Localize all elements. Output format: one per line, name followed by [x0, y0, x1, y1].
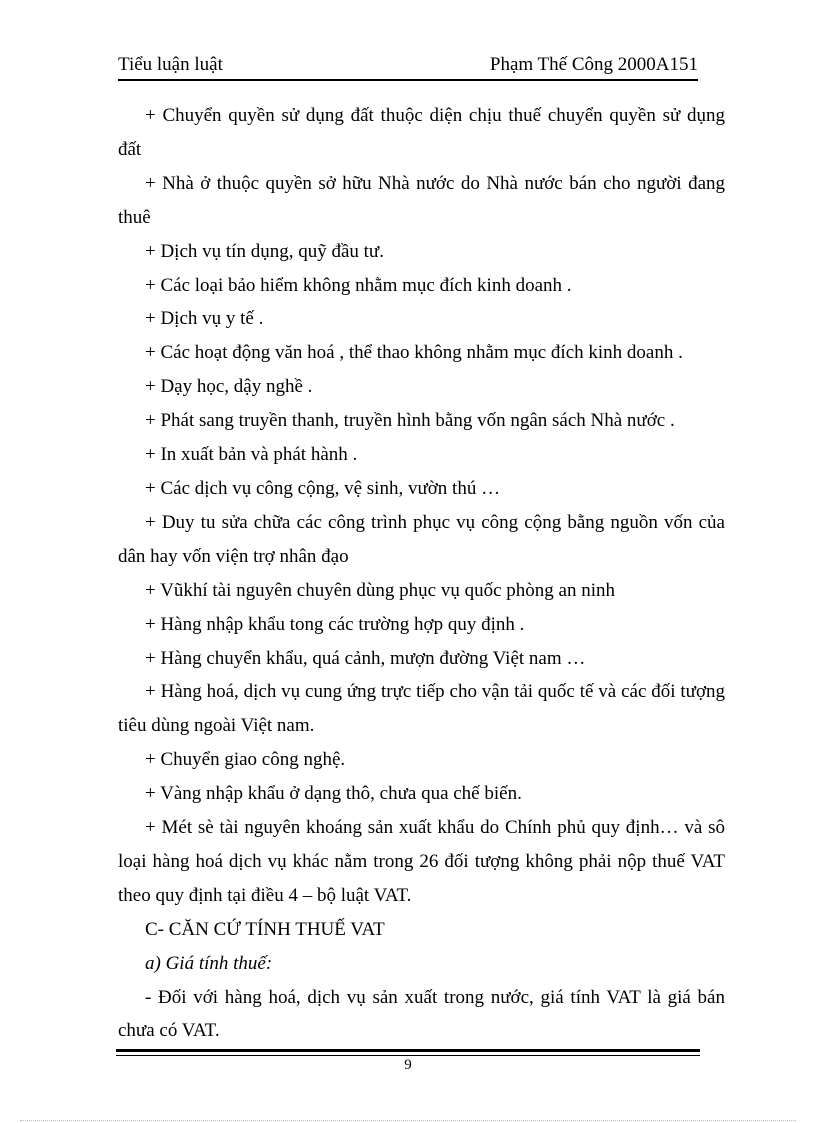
- paragraph: + Chuyển giao công nghệ.: [145, 749, 346, 771]
- paragraph: + Vũkhí tài nguyên chuyên dùng phục vụ quốc phòng an ninh: [145, 579, 615, 601]
- document-body: [118, 99, 725, 1048]
- paragraph: + Nhà ở thuộc quyền sở hữu Nhà nước do Nhà nước bán cho người đang thuê: [118, 172, 725, 228]
- paragraph: + Dạy học, dậy nghề .: [145, 376, 313, 398]
- page-header: [118, 50, 698, 78]
- paragraph: + Hàng nhập khẩu tong các trường hợp quy định .: [145, 613, 525, 635]
- header-divider: [118, 79, 698, 81]
- paragraph: + Mét sè tài nguyên khoáng sản xuất khẩu do Chính phủ quy định… và sô loại hàng hoá dịch vụ khác nằm trong 26 đối tượng không phải nộp thuế VAT theo quy định tại điều 4 – bộ luật VAT.: [118, 817, 725, 906]
- header-author: Phạm Thế Công 2000A151: [489, 54, 698, 75]
- footer-divider-thin: [116, 1055, 700, 1056]
- page-boundary: [20, 1120, 796, 1121]
- header-title: Tiểu luận luật: [118, 54, 223, 75]
- paragraph: + Các loại bảo hiểm không nhằm mục đích kinh doanh .: [145, 274, 572, 296]
- footer-divider-thick: [116, 1049, 700, 1052]
- paragraph: + Dịch vụ tín dụng, quỹ đầu tư.: [145, 240, 384, 262]
- paragraph: - Đối với hàng hoá, dịch vụ sản xuất trong nước, giá tính VAT là giá bán chưa có VAT.: [118, 986, 725, 1042]
- page-number: 9: [404, 1057, 412, 1073]
- paragraph: + Các dịch vụ công cộng, vệ sinh, vườn thú …: [145, 477, 501, 499]
- paragraph: + Các hoạt động văn hoá , thể thao không nhằm mục đích kinh doanh .: [145, 342, 683, 364]
- paragraph: + Vàng nhập khẩu ở dạng thô, chưa qua chế biến.: [145, 783, 522, 805]
- paragraph: + Hàng chuyển khẩu, quá cảnh, mượn đường Việt nam …: [145, 647, 586, 669]
- paragraph: + In xuất bản và phát hành .: [145, 444, 358, 466]
- paragraph: + Chuyển quyền sử dụng đất thuộc diện chịu thuế chuyển quyền sử dụng đất: [118, 105, 725, 160]
- paragraph: + Phát sang truyền thanh, truyền hình bằng vốn ngân sách Nhà nước .: [145, 410, 675, 432]
- paragraph: + Dịch vụ y tế .: [145, 308, 264, 330]
- section-heading: C- CĂN CỨ TÍNH THUẾ VAT: [145, 918, 385, 940]
- subsection-heading: a) Giá tính thuế:: [145, 952, 273, 974]
- paragraph: + Duy tu sửa chữa các công trình phục vụ công cộng bằng nguồn vốn của dân hay vốn viện trợ nhân đạo: [118, 511, 725, 567]
- paragraph: + Hàng hoá, dịch vụ cung ứng trực tiếp cho vận tải quốc tế và các đối tượng tiêu dùng ngoài Việt nam.: [118, 681, 725, 737]
